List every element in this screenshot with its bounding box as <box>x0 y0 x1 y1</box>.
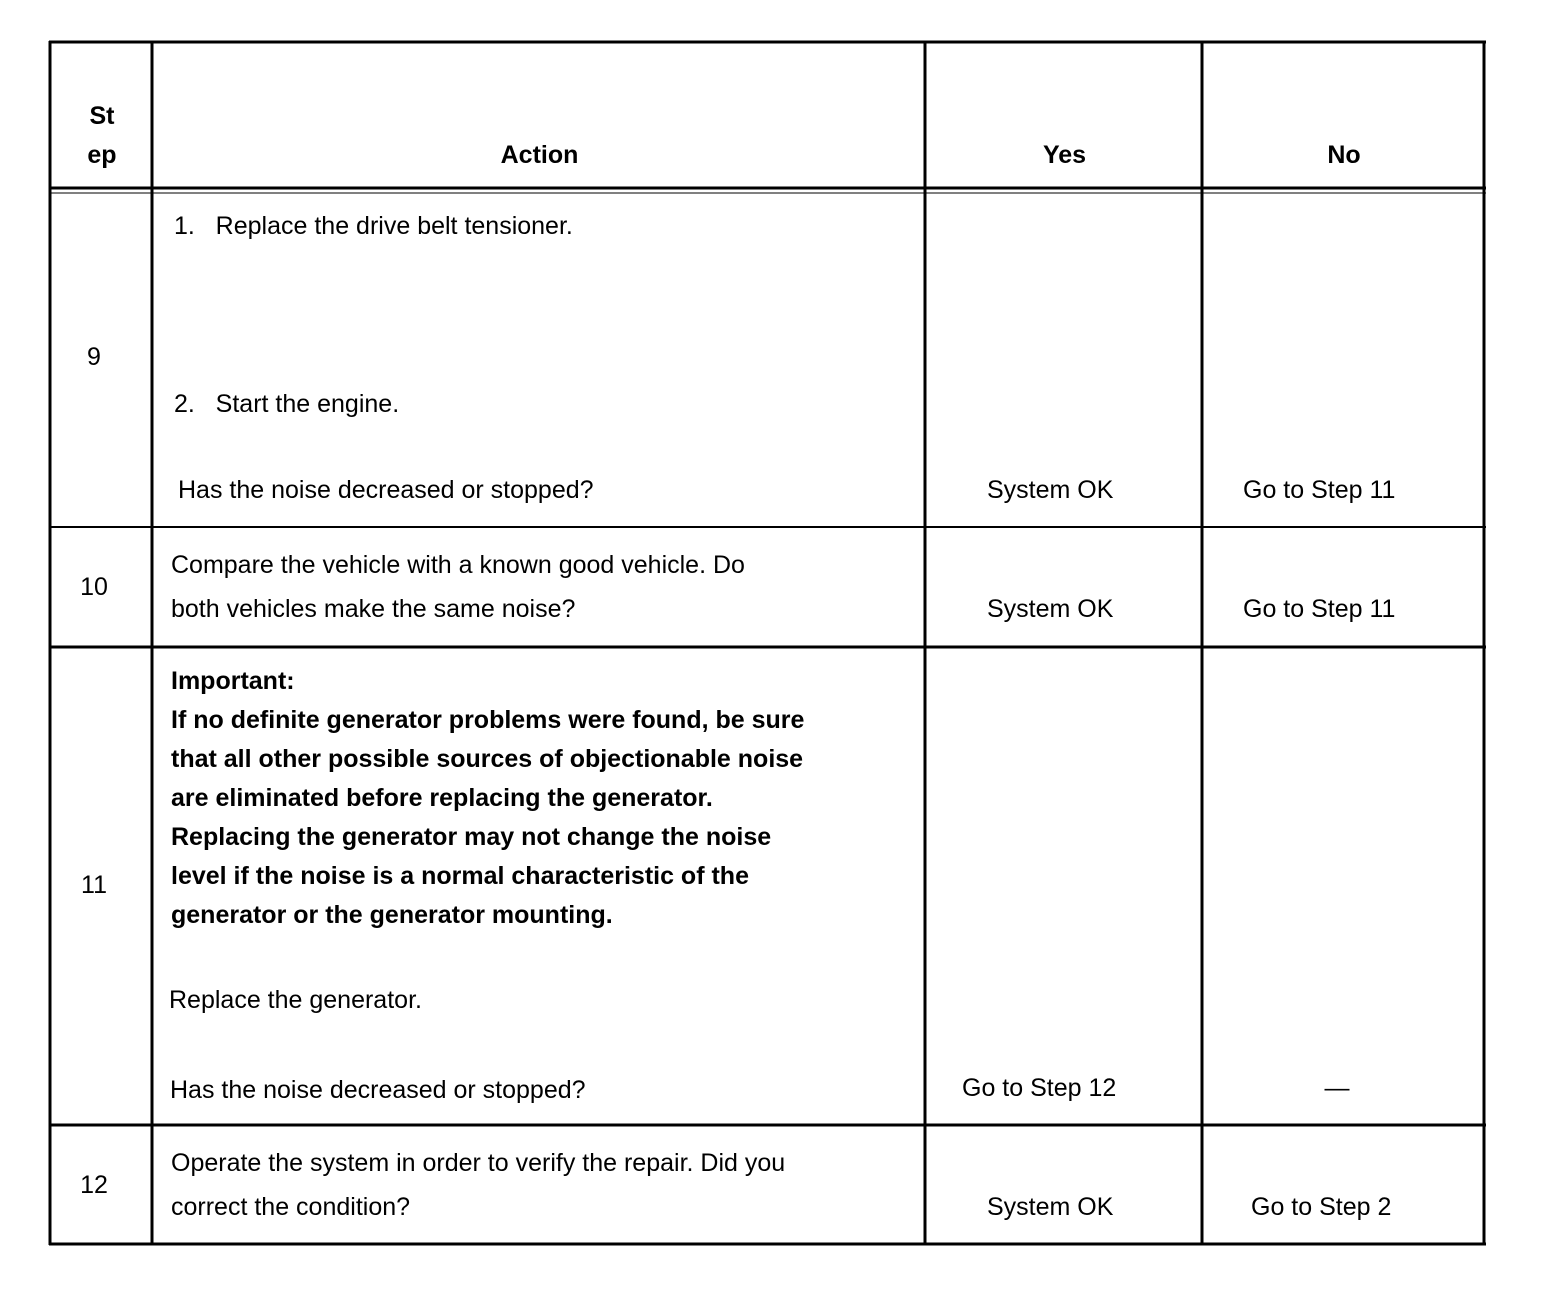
step-number: 11 <box>81 871 107 899</box>
yes-result: System OK <box>987 1193 1114 1221</box>
header-step-line2: ep <box>87 141 117 169</box>
important-note-line: Replacing the generator may not change the noise <box>171 823 772 851</box>
yes-result: Go to Step 12 <box>962 1074 1117 1102</box>
no-result: Go to Step 11 <box>1243 476 1396 504</box>
important-note-line: that all other possible sources of objectionable noise <box>171 745 804 773</box>
action-text-line: correct the condition? <box>171 1193 411 1221</box>
header-step-line1: St <box>89 102 115 130</box>
important-note-line: If no definite generator problems were found, be sure <box>171 706 805 734</box>
no-result: — <box>1324 1074 1350 1102</box>
action-step-item: 2. Start the engine. <box>174 390 400 418</box>
action-text-line: Operate the system in order to verify the repair. Did you <box>171 1149 786 1177</box>
step-number: 9 <box>87 343 101 371</box>
important-note-line: generator or the generator mounting. <box>171 901 613 929</box>
no-result: Go to Step 2 <box>1251 1193 1392 1221</box>
action-text-line: Compare the vehicle with a known good vehicle. Do <box>171 551 745 579</box>
action-text-line: both vehicles make the same noise? <box>171 595 576 623</box>
step-number: 12 <box>80 1171 108 1199</box>
action-question: Has the noise decreased or stopped? <box>178 476 594 504</box>
header-action: Action <box>500 141 579 169</box>
yes-result: System OK <box>987 595 1114 623</box>
yes-result: System OK <box>987 476 1114 504</box>
important-note-line: level if the noise is a normal characteristic of the <box>171 862 749 890</box>
action-question: Has the noise decreased or stopped? <box>170 1076 586 1104</box>
no-result: Go to Step 11 <box>1243 595 1396 623</box>
header-yes: Yes <box>1042 141 1087 169</box>
action-instruction: Replace the generator. <box>169 986 422 1014</box>
important-label: Important: <box>171 667 295 695</box>
step-number: 10 <box>80 573 108 601</box>
action-step-item: 1. Replace the drive belt tensioner. <box>174 212 573 240</box>
header-no: No <box>1327 141 1361 169</box>
important-note-line: are eliminated before replacing the generator. <box>171 784 713 812</box>
